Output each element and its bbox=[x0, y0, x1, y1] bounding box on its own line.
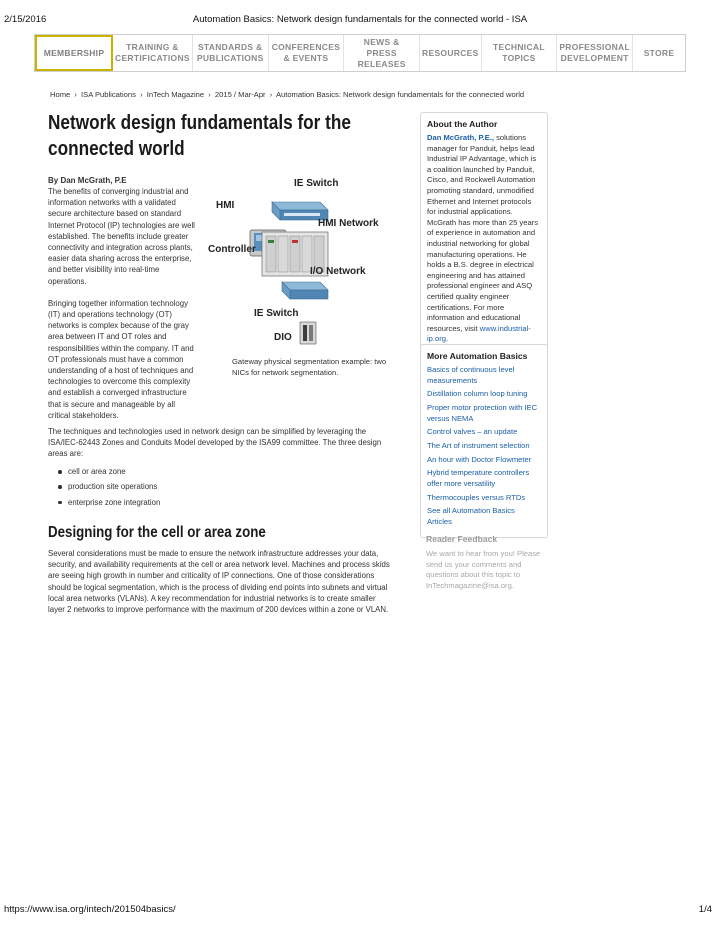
breadcrumb-separator: › bbox=[74, 90, 77, 99]
industrial-ip-link[interactable]: www.industrial-ip.org bbox=[427, 323, 531, 344]
label-ie-switch-top: IE Switch bbox=[294, 178, 339, 189]
breadcrumb-intech-magazine[interactable]: InTech Magazine bbox=[146, 90, 205, 99]
intro-column bbox=[48, 186, 198, 432]
basics-link[interactable]: Thermocouples versus RTDs bbox=[427, 492, 526, 502]
design-areas-list bbox=[58, 466, 160, 512]
byline: By Dan McGrath, P.E bbox=[48, 176, 127, 185]
basics-link[interactable]: Control valves – an update bbox=[427, 427, 518, 437]
breadcrumb-separator: › bbox=[208, 90, 211, 99]
see-all-basics-link[interactable]: See all Automation Basics Articles bbox=[427, 506, 515, 526]
nav-conferences-events[interactable]: CONFERENCES & EVENTS bbox=[269, 35, 345, 71]
more-automation-basics-box bbox=[420, 344, 548, 538]
breadcrumb-isa-publications[interactable]: ISA Publications bbox=[81, 90, 136, 99]
cell-zone-paragraph: Several considerations must be made to ensure the network infrastructure addresses your data, security, and availability requirements at the cell or area network level. Machines and process skids are seeing high growth in number and criticality of IP connections. One of those considerations should be logical segmentation, which is the process of dividing end points into subnets and virtual local area networks (VLANs). A key recommendation for industrial networks is to create smaller layer 2 networks to improve performance with the maximum of 200 devices within a zone or VLAN. bbox=[48, 549, 390, 615]
nav-membership[interactable]: MEMBERSHIP bbox=[35, 35, 113, 71]
author-bio-text: solutions manager for Panduit, helps lead Industrial IP Advantage, which is a coalition launched by Panduit, Cisco, and Rockwell Automation promoting standard, unmodified Ethernet and Internet protocols for industrial applications. McGrath has more than 25 years of experience in automation and industrial networking for global manufacturing operations. He holds a B.S. degree in electrical engineering and has attained professional engineer and ASQ certified quality engineer certifications. For more information and educational resources, visit bbox=[427, 133, 539, 333]
print-title: Automation Basics: Network design fundamentals for the connected world - ISA bbox=[192, 14, 528, 25]
basics-link[interactable]: Basics of continuous level measurements bbox=[427, 365, 515, 385]
nav-resources[interactable]: RESOURCES bbox=[420, 35, 482, 71]
label-controller: Controller bbox=[208, 244, 256, 255]
basics-link[interactable]: Hybrid temperature controllers offer more versatility bbox=[427, 468, 530, 488]
print-url: https://www.isa.org/intech/201504basics/ bbox=[4, 904, 176, 915]
breadcrumb-separator: › bbox=[140, 90, 143, 99]
section-heading: Designing for the cell or area zone bbox=[48, 524, 266, 541]
about-author-box bbox=[420, 112, 548, 352]
main-nav bbox=[34, 34, 686, 72]
label-hmi: HMI bbox=[216, 200, 235, 211]
page-number: 1/4 bbox=[698, 904, 712, 915]
label-dio: DIO bbox=[274, 332, 292, 343]
switch-device-bottom bbox=[282, 282, 328, 299]
nav-training-certifications[interactable]: TRAINING & CERTIFICATIONS bbox=[113, 35, 193, 71]
label-ie-switch-bottom: IE Switch bbox=[254, 308, 299, 319]
reader-feedback bbox=[426, 534, 550, 591]
basics-link[interactable]: Distillation column loop tuning bbox=[427, 389, 528, 399]
nav-professional-development[interactable]: PROFESSIONAL DEVELOPMENT bbox=[557, 35, 633, 71]
about-author-heading: About the Author bbox=[427, 119, 498, 129]
feedback-heading: Reader Feedback bbox=[426, 534, 498, 544]
more-basics-heading: More Automation Basics bbox=[427, 351, 528, 361]
figure-caption: Gateway physical segmentation example: two NICs for network segmentation. bbox=[232, 357, 387, 377]
label-io-network: I/O Network bbox=[310, 266, 366, 277]
network-diagram-figure bbox=[202, 170, 392, 370]
list-item: cell or area zone bbox=[58, 466, 160, 477]
basics-list bbox=[427, 365, 541, 528]
nav-technical-topics[interactable]: TECHNICAL TOPICS bbox=[482, 35, 558, 71]
page-title: Network design fundamentals for the connected world bbox=[48, 112, 351, 160]
intro-paragraph-1: The benefits of converging industrial and information networks with a validated secure architecture based on standard Internet Protocol (IP) technologies are well established. The benefits include greater connectivity and integration across plants, easier data sharing across the enterprise, and better visibility into real-time operations. bbox=[48, 187, 195, 286]
print-date: 2/15/2016 bbox=[4, 14, 47, 25]
nav-standards-publications[interactable]: STANDARDS & PUBLICATIONS bbox=[193, 35, 269, 71]
label-hmi-network: HMI Network bbox=[318, 218, 379, 229]
breadcrumb-current: Automation Basics: Network design fundamentals for the connected world bbox=[275, 90, 525, 99]
breadcrumb-separator: › bbox=[269, 90, 273, 99]
author-bio-tail: . bbox=[446, 334, 449, 344]
zones-paragraph: The techniques and technologies used in network design can be simplified by leveraging the ISA/IEC-62443 Zones and Conduits Model developed by the ISA99 committee. The three design areas are: bbox=[48, 427, 382, 459]
basics-link[interactable]: An hour with Doctor Flowmeter bbox=[427, 454, 532, 464]
author-name-link[interactable]: Dan McGrath, P.E., bbox=[427, 133, 494, 142]
basics-link[interactable]: The Art of instrument selection bbox=[427, 440, 530, 450]
nav-store[interactable]: STORE bbox=[643, 47, 675, 58]
breadcrumb bbox=[50, 90, 524, 99]
nav-news-press-releases[interactable]: NEWS & PRESS RELEASES bbox=[344, 35, 420, 71]
breadcrumb-issue[interactable]: 2015 / Mar-Apr bbox=[214, 90, 266, 99]
print-header bbox=[0, 0, 720, 28]
author-bio bbox=[427, 133, 541, 345]
dio-device bbox=[300, 322, 316, 344]
basics-link[interactable]: Proper motor protection with IEC versus NEMA bbox=[427, 402, 538, 423]
feedback-text: We want to hear from you! Please send us your comments and questions about this topic to InTechmagazine@isa.org. bbox=[426, 549, 541, 590]
intro-paragraph-2: Bringing together information technology (IT) and operations technology (OT) networks is complex because of the gray area between IT and OT roles and responsibilities within the company. IT and OT professionals must have a common understanding of a host of techniques and technologies to overcome this complexity and establish a converged infrastructure that is secure and manageable by all critical stakeholders. bbox=[48, 298, 194, 420]
list-item: production site operations bbox=[58, 481, 160, 492]
breadcrumb-home[interactable]: Home bbox=[50, 90, 71, 99]
list-item: enterprise zone integration bbox=[58, 497, 160, 508]
